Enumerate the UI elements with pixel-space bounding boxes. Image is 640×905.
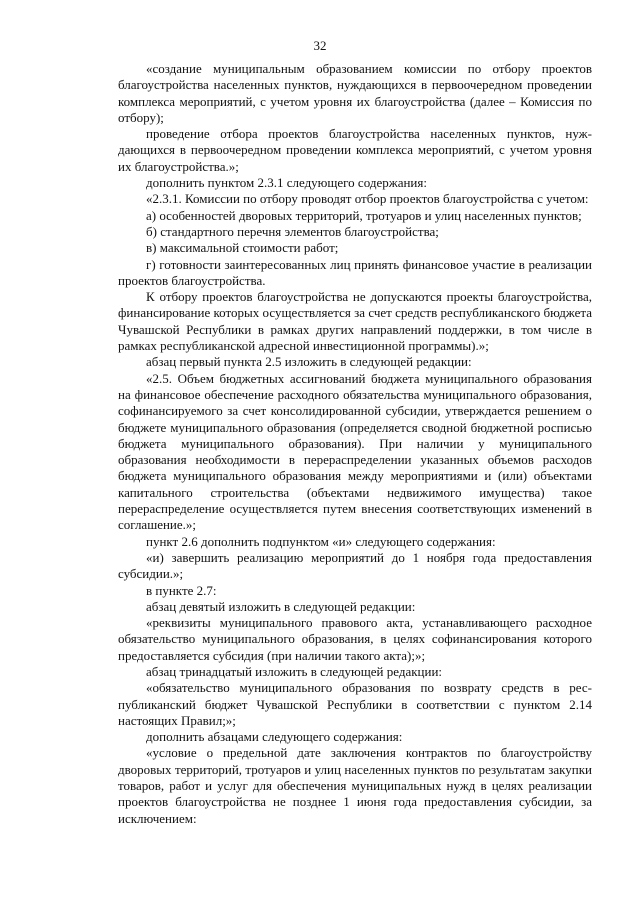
paragraph: абзац тринадцатый изложить в следующей редакции:: [146, 663, 443, 679]
paragraph: в) максимальной стоимости работ;: [146, 240, 339, 256]
paragraph: дополнить пунктом 2.3.1 следующего содержания:: [146, 175, 427, 191]
page-number: 32: [313, 38, 327, 53]
paragraph: «реквизиты муниципального правового акта, устанавливающего расходное обязательство муниципального образования, в целях софинансирования которого предоставляется субсидия (при наличии такого акта);»;: [118, 615, 592, 663]
paragraph: «условие о предельной дате заключения контрактов по благоустройству дворовых территорий, тротуаров и улиц населенных пунктов по результатам закупки товаров, работ и услуг для обеспечения муниципальных нужд в целях реализации проектов благоустройства не позднее 1 июня года предоставления субсидии, за исключением:: [118, 745, 592, 826]
paragraph: а) особенностей дворовых территорий, тротуаров и улиц населенных пунктов;: [146, 207, 582, 223]
paragraph: пункт 2.6 дополнить подпунктом «и» следующего содержания:: [146, 533, 496, 549]
paragraph: дополнить абзацами следующего содержания:: [146, 729, 403, 745]
document-body: [118, 61, 592, 827]
paragraph: «обязательство муниципального образования по возврату средств в республиканский бюджет Чувашской Республики в соответствии с пунктом 2.14 настоящих Правил;»;: [118, 680, 592, 728]
paragraph: абзац первый пункта 2.5 изложить в следующей редакции:: [146, 354, 472, 370]
paragraph: в пункте 2.7:: [146, 582, 217, 598]
paragraph: «создание муниципальным образованием комиссии по отбору проектов благоустройства населенных пунктов, нуждающихся в первоочередном проведении комплекса мероприятий, с учетом уровня их благоустройства (далее – Комиссия по отбору);: [118, 61, 592, 125]
paragraph: К отбору проектов благоустройства не допускаются проекты благоустройства, финансирование которых осуществляется за счет средств республиканского бюджета Чувашской Республики в рамках других направлений поддержки, в том числе в рамках республиканской адресной инвестиционной программы).»;: [118, 289, 592, 354]
paragraph: абзац девятый изложить в следующей редакции:: [146, 598, 416, 614]
paragraph: б) стандартного перечня элементов благоустройства;: [146, 223, 439, 239]
paragraph: проведение отбора проектов благоустройства населенных пунктов, нуждающихся в первоочередном проведении комплекса мероприятий, с учетом уровня их благоустройства.»;: [118, 126, 592, 174]
paragraph: г) готовности заинтересованных лиц принять финансовое участие в реализации проектов благоустройства.: [118, 256, 592, 288]
paragraph: «и) завершить реализацию мероприятий до 1 ноября года предоставления субсидии.»;: [118, 549, 592, 582]
paragraph: «2.3.1. Комиссии по отбору проводят отбор проектов благоустройства с учетом:: [146, 191, 589, 207]
paragraph: «2.5. Объем бюджетных ассигнований бюджета муниципального образования на финансовое обеспечение расходного обязательства муниципального образования, софинансируемого за счет консолидированной субсидии, утверждается решением о бюджете муниципального образования (определяется сводной бюджетной росписью бюджета муниципального образования). При наличии у муниципального образования необходимости в перераспределении указанных объемов расходов бюджета муниципального образования между мероприятиями и (или) объектами капитального строительства (объектами недвижимого имущества) такое перераспределение осуществляется путем внесения соответствующих изменений в соглашение.»;: [118, 370, 592, 533]
